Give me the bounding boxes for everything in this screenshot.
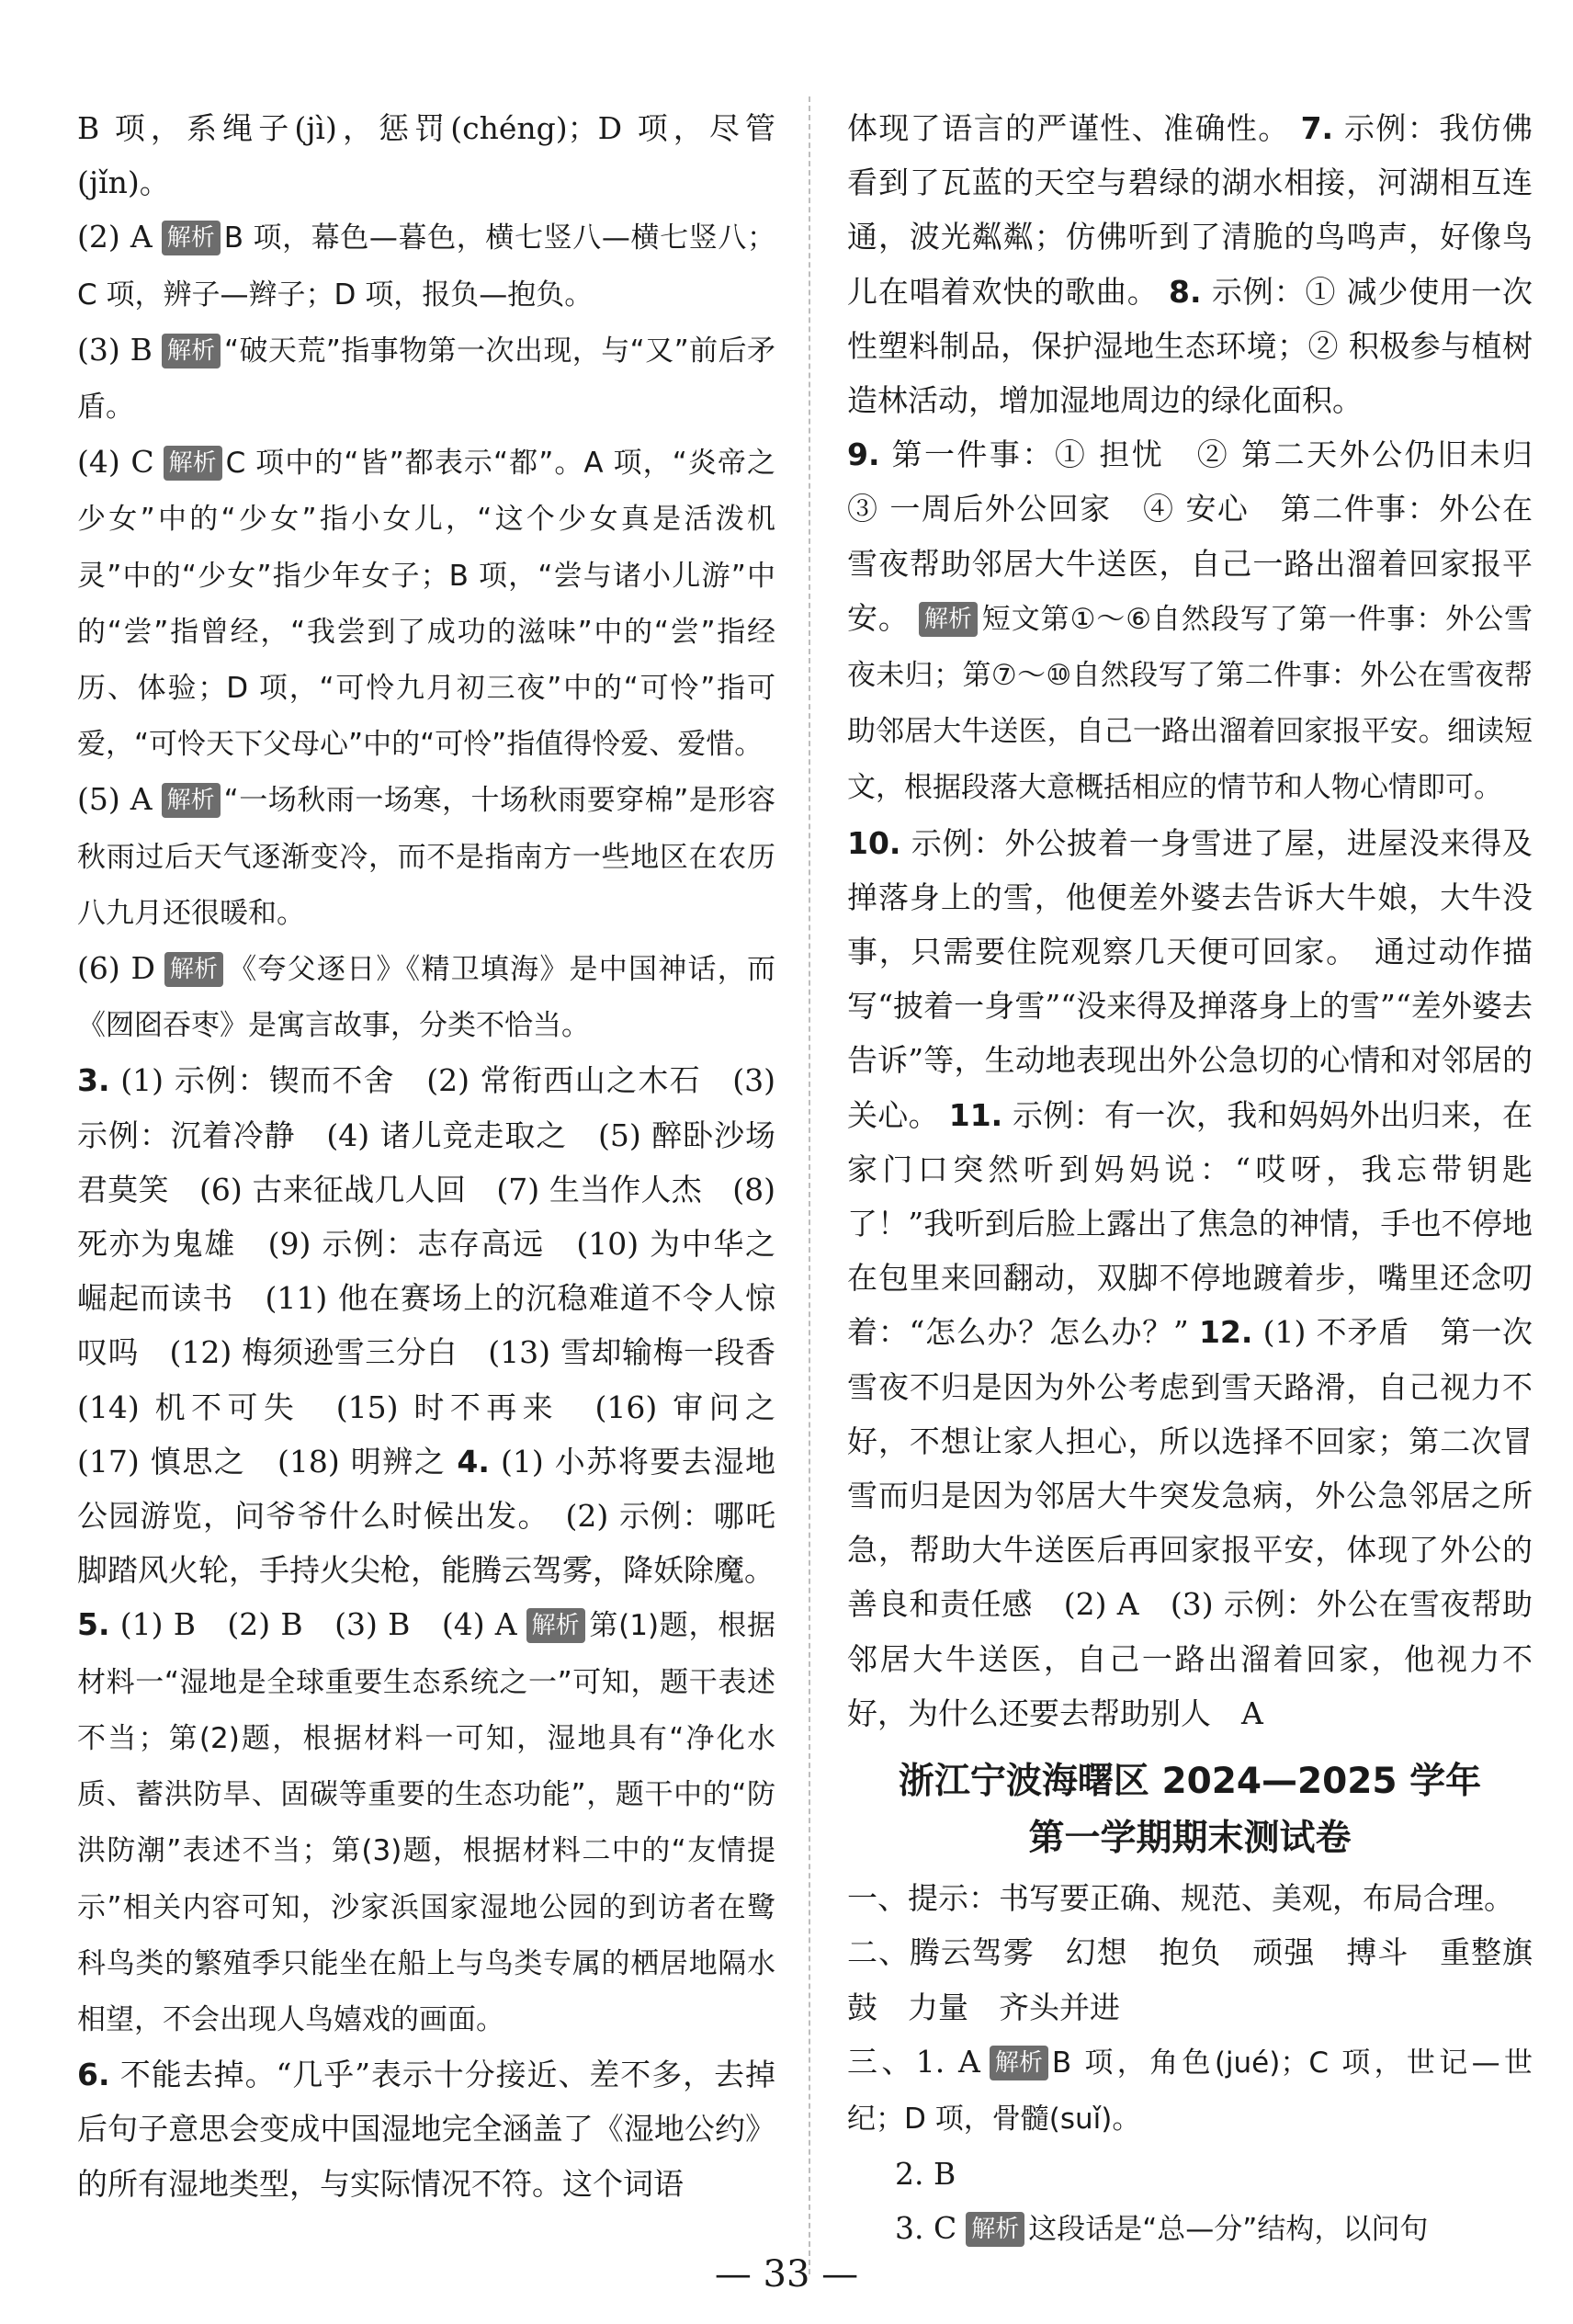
answer-9 xyxy=(847,427,1563,815)
section-1: 一、提示：书写要正确、规范、美观，布局合理。 xyxy=(847,1880,1514,1917)
answer-choices: (1) B (2) B (3) B (4) A xyxy=(119,1606,517,1643)
answer-2-5 xyxy=(77,772,775,941)
section-3-q3 xyxy=(847,2201,1533,2257)
question-number: 6. xyxy=(77,2057,110,2093)
answer-2-3 xyxy=(77,323,775,435)
answer-text: 不能去掉。“几乎”表示十分接近、差不多，去掉后句子意思会变成中国湿地完全涵盖了《湿地公约》的所有湿地类型，与实际情况不符。这个词语 xyxy=(77,2057,775,2202)
question-number: 11. xyxy=(948,1096,1003,1133)
answer-text: 示例：① 减少使用一次性塑料制品，保护湿地生态环境；② 积极参与植树造林活动，增加湿地周边的绿化面积。 xyxy=(847,273,1533,419)
analysis-tag: 解析 xyxy=(919,602,978,637)
answer-text: 示例：有一次，我和妈妈外出归来，在家门口突然听到妈妈说：“哎呀，我忘带钥匙了！”我听到后脸上露出了焦急的神情，手也不停地在包里来回翻动，双脚不停地踱着步，嘴里还念叨着：“怎么办？怎么办？” xyxy=(847,1096,1533,1351)
item-label: (4) C xyxy=(77,444,154,481)
question-number: 8. xyxy=(1169,273,1202,310)
test-title-line1: 浙江宁波海曙区 2024—2025 学年 xyxy=(898,1761,1482,1803)
answer-6-tail: 体现了语言的严谨性、准确性。 xyxy=(847,110,1290,146)
question-number: 12. xyxy=(1198,1314,1253,1351)
answer-3 xyxy=(77,1053,806,1597)
analysis-tag: 解析 xyxy=(162,221,221,255)
answer-5 xyxy=(77,1597,775,2047)
analysis-tag: 解析 xyxy=(966,2212,1024,2247)
column-divider xyxy=(809,96,810,2274)
analysis-tag: 解析 xyxy=(164,446,222,481)
item-label: (3) B xyxy=(77,331,153,368)
analysis-tag: 解析 xyxy=(162,334,221,368)
analysis-text: 这段话是“总—分”结构，以问句 xyxy=(1028,2213,1429,2247)
analysis-tag: 解析 xyxy=(164,952,223,987)
item-label: (6) D xyxy=(77,950,155,987)
answer-7-8 xyxy=(847,101,1533,427)
item-label: 三、1. A xyxy=(847,2043,980,2080)
analysis-text: C 项中的“皆”都表示“都”。A 项，“炎帝之少女”中的“少女”指小女儿，“这个少女真是活泼机灵”中的“少女”指少年女子；B 项，“尝与诸小儿游”中的“尝”指曾经，“我尝到了成功的滋味”中的“尝”指经历、体验；D 项，“可怜九月初三夜”中的“可怜”指可爱，“可怜天下父母心”中的“可怜”指值得怜爱、爱惜。 xyxy=(77,447,775,762)
analysis-tag: 解析 xyxy=(526,1608,585,1643)
answer-text: (1) 小苏将要去湿地公园游览，问爷爷什么时候出发。 (2) 示例：哪吒 脚踏风火轮，手持火尖枪，能腾云驾雾，降妖除魔。 xyxy=(77,1443,806,1589)
answer-text: (1) 示例：锲而不舍 (2) 常衔西山之木石 (3) 示例：沉着冷静 (4) 诸儿竞走取之 (5) 醉卧沙场君莫笑 (6) 古来征战几人回 (7) 生当作人杰 (8) 死亦为鬼雄 (9) 示例：志存高远 (10) 为中华之崛起而读书 (11) 他在赛场上的沉稳难道不令人惊叹吗 (12) 梅须逊雪三分白 (13) 雪却输梅一段香 (14) 机不可失 (15) 时不再来 (16) 审问之 (17) 慎思之 (18) 明辨之 xyxy=(77,1062,806,1479)
left-column xyxy=(77,101,806,2211)
right-column xyxy=(847,101,1563,2258)
analysis-text: B 项，幕色—暮色，横七竖八—横七竖八；C 项，辨子—辫子；D 项，报负—抱负。 xyxy=(77,221,775,312)
analysis-text: “一场秋雨一场寒，十场秋雨要穿棉”是形容秋雨过后天气逐渐变冷，而不是指南方一些地区在农历八九月还很暖和。 xyxy=(77,784,775,930)
answer-2-1-tail: B 项，系绳子(jì)，惩罚(chéng)；D 项，尽管(jǐn)。 xyxy=(77,110,775,201)
analysis-text: 《夸父逐日》《精卫填海》是中国神话，而《囫囵吞枣》是寓言故事，分类不恰当。 xyxy=(77,953,775,1043)
item-label: (5) A xyxy=(77,781,153,818)
test-title-line2: 第一学期期末测试卷 xyxy=(1028,1818,1352,1860)
answer-2-6 xyxy=(77,941,775,1053)
item-label: 3. C xyxy=(895,2210,957,2247)
question-number: 4. xyxy=(457,1443,490,1479)
answer-text: 示例：我仿佛看到了瓦蓝的天空与碧绿的湖水相接，河湖相互连通，波光粼粼；仿佛听到了清脆的鸟鸣声，好像鸟儿在唱着欢快的歌曲。 xyxy=(847,110,1533,310)
answer-2-4 xyxy=(77,435,775,772)
analysis-text: “破天荒”指事物第一次出现，与“又”前后矛盾。 xyxy=(77,334,775,425)
test-title xyxy=(847,1753,1533,1867)
question-number: 9. xyxy=(847,436,880,473)
analysis-text: 短文第①～⑥自然段写了第一件事：外公雪夜未归；第⑦～⑩自然段写了第二件事：外公在雪夜帮助邻居大牛送医，自己一路出溜着回家报平安。细读短文，根据段落大意概括相应的情节和人物心情即可。 xyxy=(847,602,1533,805)
analysis-tag: 解析 xyxy=(162,783,221,818)
question-number: 5. xyxy=(77,1606,110,1643)
question-number: 3. xyxy=(77,1062,110,1099)
question-number: 10. xyxy=(847,824,901,861)
analysis-tag: 解析 xyxy=(990,2046,1048,2080)
answer-10-12 xyxy=(847,816,1533,1740)
section-2: 二、腾云驾雾 幻想 抱负 顽强 搏斗 重整旗鼓 力量 齐头并进 xyxy=(847,1934,1533,2025)
item-label: (2) A xyxy=(77,219,153,255)
analysis-text: B 项，角色(jué)；C 项，世记—世纪；D 项，骨髓(suǐ)。 xyxy=(847,2046,1533,2136)
answer-text: 示例：外公披着一身雪进了屋，进屋没来得及掸落身上的雪，他便差外婆去告诉大牛娘，大牛没事，只需要住院观察几天便可回家。 通过动作描写“披着一身雪”“没来得及掸落身上的雪”“差外婆去告诉”等，生动地表现出外公急切的心情和对邻居的关心。 xyxy=(847,824,1533,1133)
page-number: — 33 — xyxy=(714,2253,859,2296)
section-3-q2: 2. B xyxy=(895,2156,956,2193)
answer-2-2 xyxy=(77,210,775,322)
answer-text: 第一件事：① 担忧 ② 第二天外公仍旧未归 ③ 一周后外公回家 ④ 安心 第二件事：外公在雪夜帮助邻居大牛送医，自己一路出溜着回家报平安。 xyxy=(847,436,1563,636)
answer-6 xyxy=(77,2047,775,2211)
analysis-text: 第(1)题，根据材料一“湿地是全球重要生态系统之一”可知，题干表述不当；第(2)题，根据材料一可知，湿地具有“净化水质、蓄洪防旱、固碳等重要的生态功能”，题干中的“防洪防潮”表述不当；第(3)题，根据材料二中的“友情提示”相关内容可知，沙家浜国家湿地公园的到访者在鹭科鸟类的繁殖季只能坐在船上与鸟类专属的栖居地隔水相望，不会出现人鸟嬉戏的画面。 xyxy=(77,1609,775,2036)
answer-text: (1) 不矛盾 第一次雪夜不归是因为外公考虑到雪天路滑，自己视力不好，不想让家人担心，所以选择不回家；第二次冒雪而归是因为邻居大牛突发急病，外公急邻居之所急，帮助大牛送医后再回家报平安，体现了外公的善良和责任感 (2) A (3) 示例：外公在雪夜帮助邻居大牛送医，自己一路出溜着回家，他视力不好，为什么还要去帮助别人 A xyxy=(847,1314,1533,1731)
section-3-q1 xyxy=(847,2035,1533,2147)
question-number: 7. xyxy=(1300,110,1334,146)
